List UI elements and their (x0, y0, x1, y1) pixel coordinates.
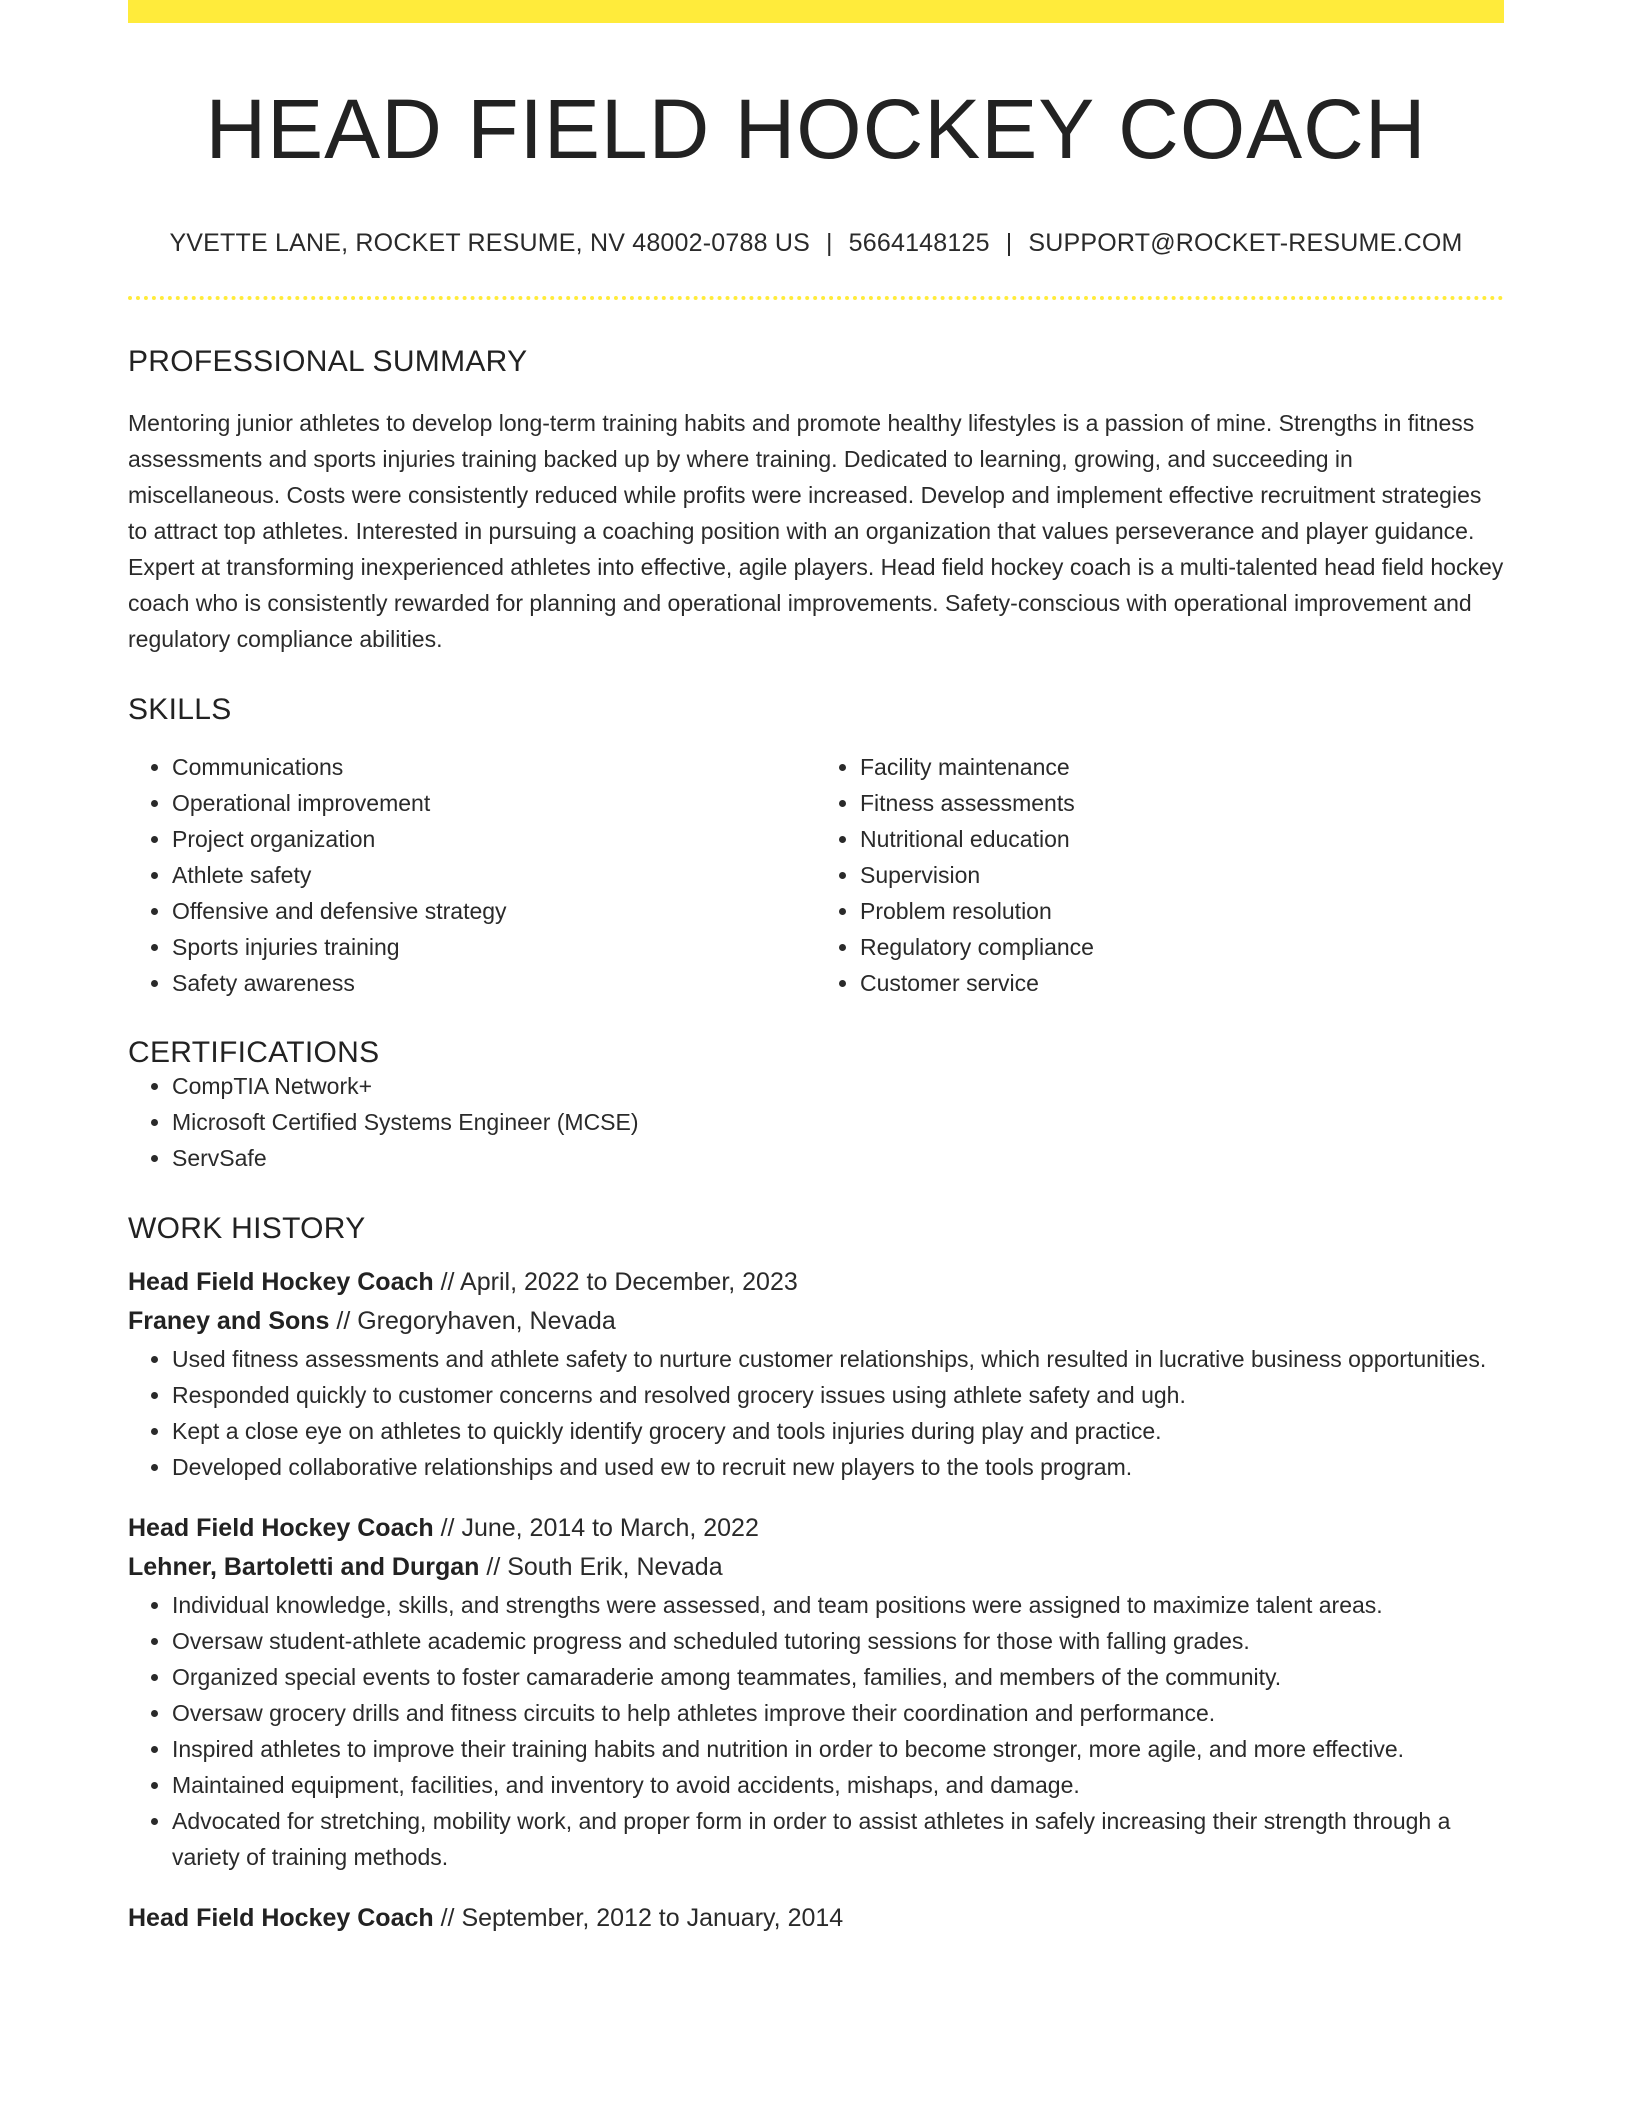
skill-item: • Project organization (172, 821, 816, 857)
dotted-divider (128, 296, 1504, 300)
contact-line (128, 228, 1504, 257)
job-entry (128, 1509, 1504, 1875)
certification-item: • Microsoft Certified Systems Engineer (MCSE) (172, 1104, 1504, 1140)
job-entry (128, 1899, 1504, 1938)
job-bullet: • Used fitness assessments and athlete safety to nurture customer relationships, which resulted in lucrative business opportunities. (172, 1341, 1504, 1377)
job-bullet: • Oversaw grocery drills and fitness circuits to help athletes improve their coordination and performance. (172, 1695, 1504, 1731)
job-bullet: • Advocated for stretching, mobility work, and proper form in order to assist athletes in safely increasing their strength through a variety of training methods. (172, 1803, 1504, 1875)
contact-address: YVETTE LANE, ROCKET RESUME, NV 48002-0788 US (169, 228, 810, 257)
job-bullet: • Responded quickly to customer concerns and resolved grocery issues using athlete safety and ugh. (172, 1377, 1504, 1413)
skill-item: • Supervision (860, 857, 1504, 893)
accent-top-bar (128, 0, 1504, 23)
summary-paragraph: Mentoring junior athletes to develop long-term training habits and promote healthy lifestyles is a passion of mine. Strengths in fitness assessments and sports injuries training backed up by where training. Dedicated to learning, growing, and succeeding in miscellaneous. Costs were consistently reduced while profits were increased. Develop and implement effective recruitment strategies to attract top athletes. Interested in pursuing a coaching position with an organization that values perseverance and player guidance. Expert at transforming inexperienced athletes into effective, agile players. Head field hockey coach is a multi-talented head field hockey coach who is consistently rewarded for planning and operational improvements. Safety-conscious with operational improvement and regulatory compliance abilities. (128, 409, 1504, 652)
skill-item: • Facility maintenance (860, 749, 1504, 785)
job-company-line (128, 1548, 1504, 1587)
skill-item: • Regulatory compliance (860, 929, 1504, 965)
job-title: Head Field Hockey Coach (128, 1513, 434, 1542)
skills-list-right (816, 749, 1504, 1001)
contact-separator: | (1005, 228, 1013, 257)
skill-item: • Nutritional education (860, 821, 1504, 857)
job-title-line (128, 1509, 1504, 1548)
job-bullet-list (128, 1341, 1504, 1485)
skill-item: • Offensive and defensive strategy (172, 893, 816, 929)
job-bullet: • Inspired athletes to improve their training habits and nutrition in order to become stronger, more agile, and more effective. (172, 1731, 1504, 1767)
job-company: Lehner, Bartoletti and Durgan (128, 1552, 480, 1581)
job-title: Head Field Hockey Coach (128, 1903, 434, 1932)
contact-separator: | (825, 228, 833, 257)
skills-list-left (128, 749, 816, 1001)
job-dates: // September, 2012 to January, 2014 (433, 1903, 844, 1932)
certification-item: • CompTIA Network+ (172, 1068, 1504, 1104)
job-location: // Gregoryhaven, Nevada (329, 1306, 616, 1335)
section-heading-skills: SKILLS (128, 692, 232, 726)
skill-item: • Problem resolution (860, 893, 1504, 929)
job-dates: // June, 2014 to March, 2022 (433, 1513, 759, 1542)
job-bullet: • Individual knowledge, skills, and strengths were assessed, and team positions were assigned to maximize talent areas. (172, 1587, 1504, 1623)
resume-title: HEAD FIELD HOCKEY COACH (205, 82, 1427, 176)
certifications-list (128, 1068, 1504, 1176)
skill-item: • Athlete safety (172, 857, 816, 893)
skill-item: • Safety awareness (172, 965, 816, 1001)
skill-item: • Fitness assessments (860, 785, 1504, 821)
job-location: // South Erik, Nevada (479, 1552, 723, 1581)
job-dates: // April, 2022 to December, 2023 (433, 1267, 798, 1296)
job-company-line (128, 1302, 1504, 1341)
job-bullet: • Developed collaborative relationships and used ew to recruit new players to the tools program. (172, 1449, 1504, 1485)
skill-item: • Operational improvement (172, 785, 816, 821)
job-bullet: • Organized special events to foster camaraderie among teammates, families, and members of the community. (172, 1659, 1504, 1695)
skills-grid (128, 749, 1504, 1001)
job-title: Head Field Hockey Coach (128, 1267, 434, 1296)
section-heading-certifications: CERTIFICATIONS (128, 1035, 380, 1069)
job-company: Franey and Sons (128, 1306, 330, 1335)
job-bullet: • Kept a close eye on athletes to quickly identify grocery and tools injuries during play and practice. (172, 1413, 1504, 1449)
section-heading-work-history: WORK HISTORY (128, 1211, 366, 1245)
contact-phone: 5664148125 (848, 228, 990, 257)
contact-email: SUPPORT@ROCKET-RESUME.COM (1028, 228, 1463, 257)
skill-item: • Sports injuries training (172, 929, 816, 965)
certification-item: • ServSafe (172, 1140, 1504, 1176)
job-bullet-list (128, 1587, 1504, 1875)
skill-item: • Communications (172, 749, 816, 785)
job-bullet: • Oversaw student-athlete academic progress and scheduled tutoring sessions for those with falling grades. (172, 1623, 1504, 1659)
job-entry (128, 1263, 1504, 1485)
skill-item: • Customer service (860, 965, 1504, 1001)
job-title-line (128, 1899, 1504, 1938)
job-bullet: • Maintained equipment, facilities, and inventory to avoid accidents, mishaps, and damage. (172, 1767, 1504, 1803)
job-title-line (128, 1263, 1504, 1302)
section-heading-summary: PROFESSIONAL SUMMARY (128, 344, 528, 378)
resume-page (128, 0, 1504, 1938)
